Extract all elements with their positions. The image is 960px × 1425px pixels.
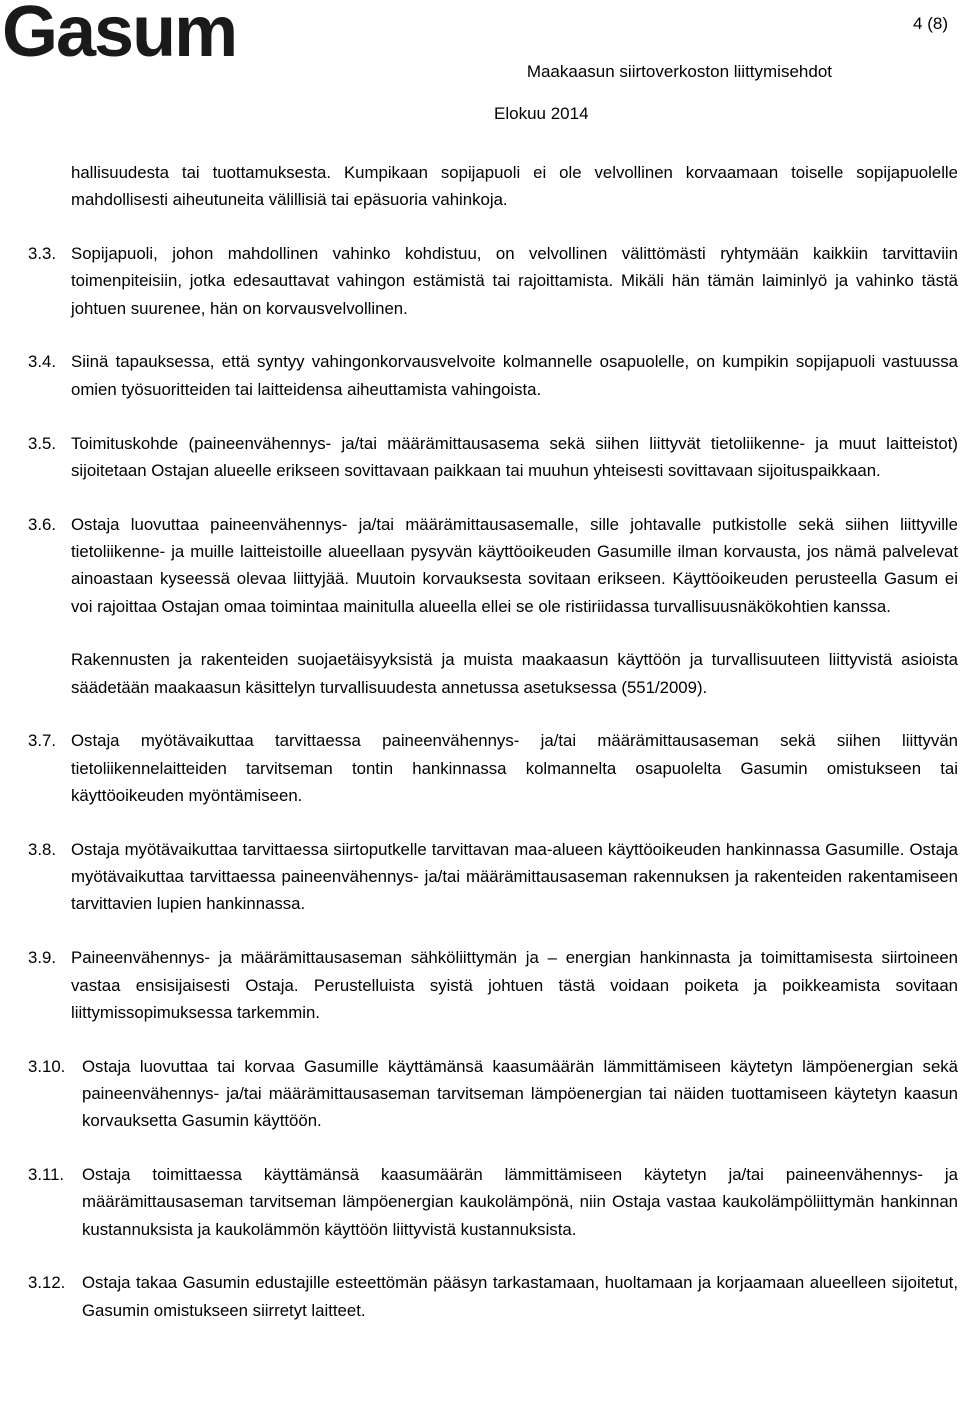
svg-text:Gasum: Gasum <box>2 0 237 62</box>
paragraph-number: 3.11. <box>28 1165 65 1185</box>
paragraph-text: hallisuudesta tai tuottamuksesta. Kumpikaan sopijapuoli ei ole velvollinen korvaamaan toiselle sopijapuolelle mahdollisesti aiheutuneita välillisiä tai epäsuoria vahinkoja. <box>71 163 958 210</box>
paragraph-3-7 <box>28 727 958 809</box>
document-date: Elokuu 2014 <box>494 104 589 123</box>
paragraph-number: 3.7. <box>28 731 56 751</box>
paragraph-3-9 <box>28 944 958 1026</box>
paragraph <box>28 159 958 214</box>
paragraph-3-8 <box>28 836 958 918</box>
paragraph-text: Ostaja luovuttaa paineenvähennys- ja/tai määrämittausasemalle, sille johtavalle putkistolle sekä siihen liittyville tietoliikenne- ja muille laitteistoille alueellaan pysyvän käyttöoikeuden Gasumille ilman korvausta, jos nämä palvelevat ainoastaan kyseessä olevaa liittyjää. Muutoin korvauksesta sovitaan erikseen. Käyttöoikeuden perusteella Gasum ei voi rajoittaa Ostajan omaa toimintaa mainitulla alueella ellei se ole ristiriidassa turvallisuusnäkökohtien kanssa. <box>71 514 958 616</box>
paragraph-3-5 <box>28 430 958 485</box>
paragraph-number: 3.4. <box>28 352 56 372</box>
paragraph-text: Ostaja takaa Gasumin edustajille esteettömän pääsyn tarkastamaan, huoltamaan ja korjaamaan alueelleen sijoitetut, Gasumin omistukseen siirretyt laitteet. <box>82 1273 958 1320</box>
page-number: 4 (8) <box>913 14 948 33</box>
paragraph-number: 3.9. <box>28 948 56 968</box>
paragraph-number: 3.12. <box>28 1273 66 1293</box>
paragraph-number: 3.6. <box>28 514 56 534</box>
paragraph-text: Rakennusten ja rakenteiden suojaetäisyyksistä ja muista maakaasun käyttöön ja turvallisuuteen liittyvistä asioista säädetään maakaasun käsittelyn turvallisuudesta annetussa asetuksessa (551/2009). <box>71 650 958 697</box>
paragraph-3-3 <box>28 240 958 322</box>
paragraph-text: Ostaja myötävaikuttaa tarvittaessa siirtoputkelle tarvittavan maa-alueen käyttöoikeuden hankinnassa Gasumille. Ostaja myötävaikuttaa tarvittaessa paineenvähennys- ja/tai määrämittausaseman rakennuksen ja rakenteiden rakentamiseen tarvittavien lupien hankinnassa. <box>71 839 958 914</box>
paragraph-3-6 <box>28 511 958 620</box>
paragraph-text: Ostaja toimittaessa käyttämänsä kaasumäärän lämmittämiseen käytetyn ja/tai paineenvähennys- ja määrämittausaseman tarvitseman lämpöenergian kaukolämpönä, niin Ostaja vastaa kaukolämpöliittymän hankinnan kustannuksista ja kaukolämmön käyttöön liittyvistä kustannuksista. <box>82 1165 958 1239</box>
gasum-logo-mark <box>0 0 290 62</box>
paragraph-3-11 <box>28 1161 958 1243</box>
paragraph-text: Ostaja myötävaikuttaa tarvittaessa paineenvähennys- ja/tai määrämittausaseman sekä siihen liittyvän tietoliikennelaitteiden tarvitseman tontin hankinnassa kolmannelta osapuolelta Gasumin omistukseen tai käyttöoikeuden myöntämiseen. <box>71 731 958 806</box>
paragraph-number: 3.10. <box>28 1056 66 1076</box>
paragraph-text: Siinä tapauksessa, että syntyy vahingonkorvausvelvoite kolmannelle osapuolelle, on kumpikin sopijapuoli vastuussa omien työsuoritteiden tai laitteidensa aiheuttamista vahingoista. <box>71 352 958 399</box>
document-body <box>28 159 958 1351</box>
document-title: Maakaasun siirtoverkoston liittymisehdot <box>526 62 832 81</box>
paragraph-3-6-continued <box>28 646 958 701</box>
gasum-logo <box>0 0 290 60</box>
paragraph-number: 3.8. <box>28 839 56 859</box>
paragraph-3-4 <box>28 348 958 403</box>
paragraph-text: Toimituskohde (paineenvähennys- ja/tai määrämittausasema sekä siihen liittyvät tietoliikenne- ja muut laitteistot) sijoitetaan Ostajan alueelle erikseen sovittavaan paikkaan tai muuhun yhteisesti sovittavaan sijoituspaikkaan. <box>71 433 958 480</box>
paragraph-3-10 <box>28 1053 958 1135</box>
paragraph-text: Paineenvähennys- ja määrämittausaseman sähköliittymän ja – energian hankinnasta ja toimittamisesta siirtoineen vastaa ensisijaisesti Ostaja. Perustelluista syistä johtuen tästä voidaan poiketa ja poikkeamista sovitaan liittymissopimuksessa tarkemmin. <box>71 948 958 1022</box>
paragraph-number: 3.5. <box>28 433 56 453</box>
paragraph-text: Sopijapuoli, johon mahdollinen vahinko kohdistuu, on velvollinen välittömästi ryhtymään kaikkiin tarvittaviin toimenpiteisiin, jotka edesauttavat vahingon estämistä tai rajoittamista. Mikäli hän tämän laiminlyö ja vahinko tästä johtuen suurenee, hän on korvausvelvollinen. <box>71 244 958 318</box>
paragraph-number: 3.3. <box>28 244 56 264</box>
paragraph-3-12 <box>28 1269 958 1324</box>
paragraph-text: Ostaja luovuttaa tai korvaa Gasumille käyttämänsä kaasumäärän lämmittämiseen käytetyn lämpöenergian sekä paineenvähennys- ja/tai määrämittausaseman tarvitseman lämpöenergian tai näiden tuottamiseen käytetyn kaasun korvauksetta Gasumin käyttöön. <box>82 1056 958 1131</box>
